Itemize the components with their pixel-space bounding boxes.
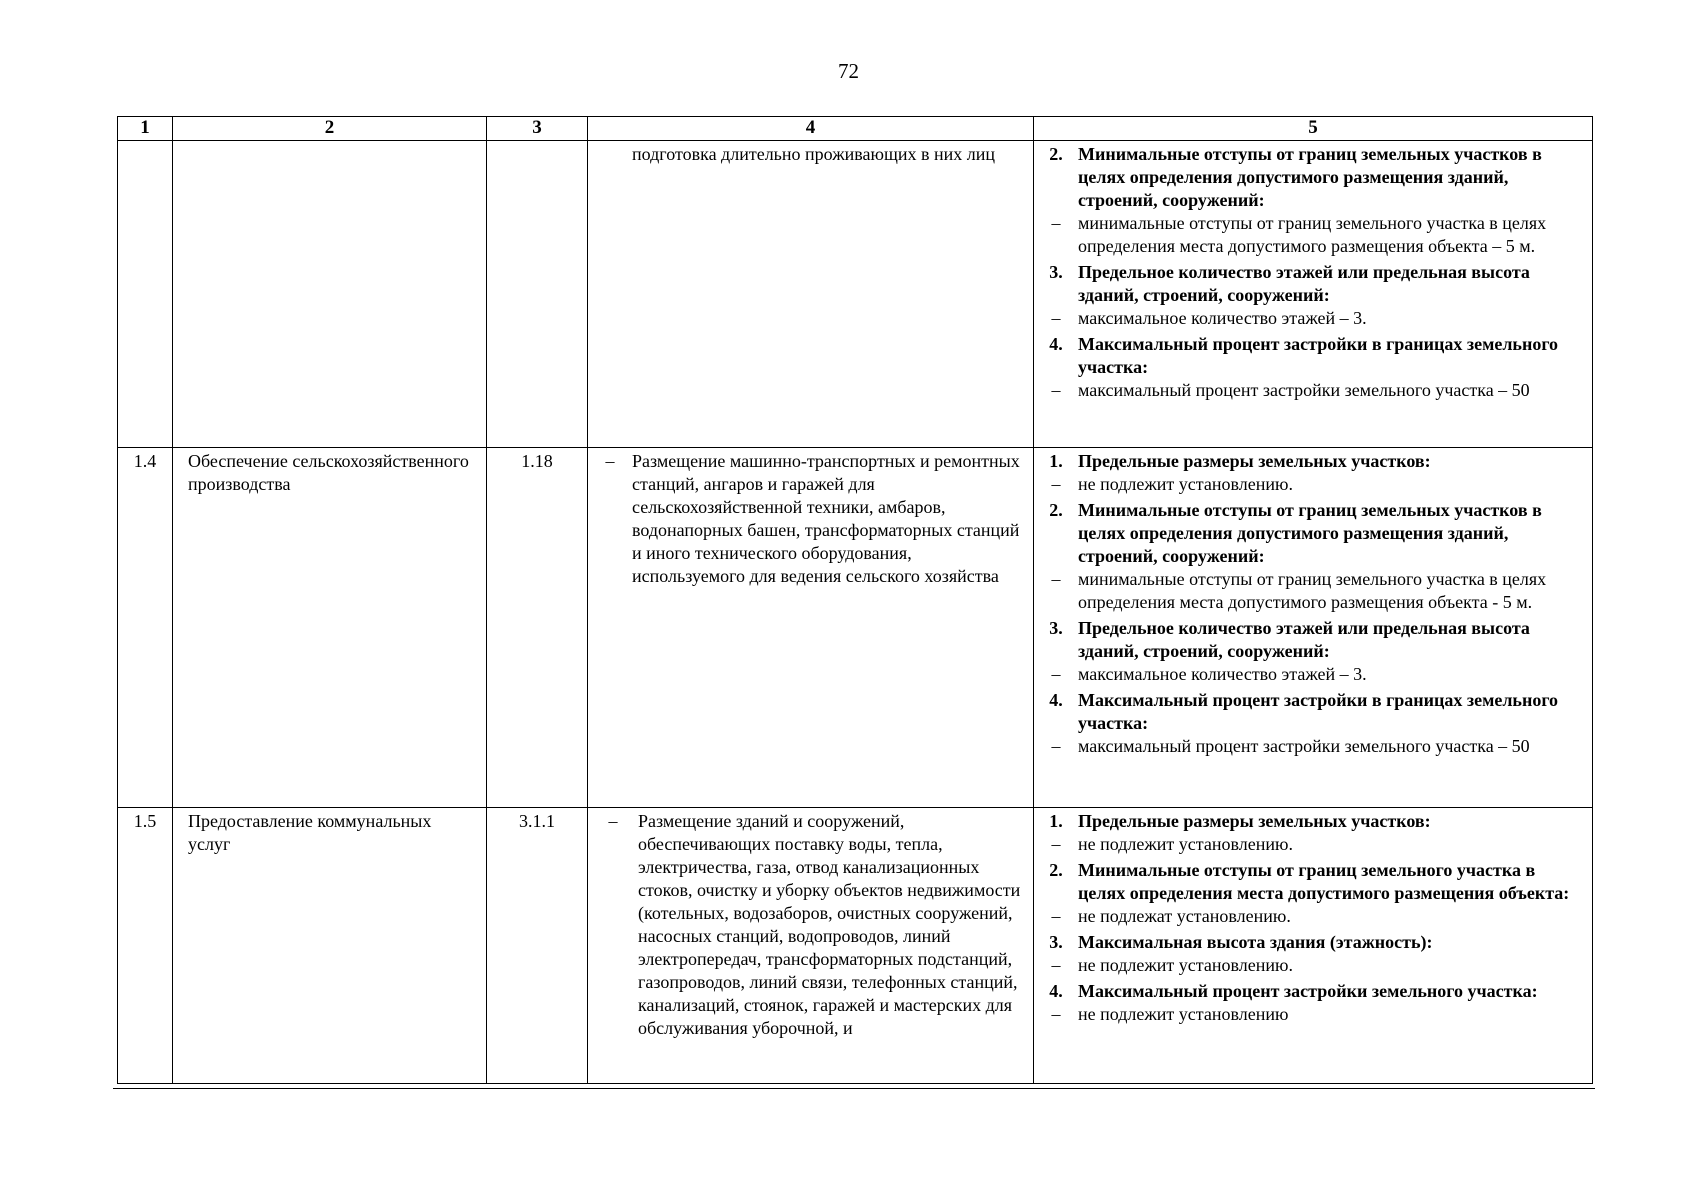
parameter-number: 2. <box>1049 860 1063 880</box>
description-line <box>588 143 1025 166</box>
parameter-value-text: максимальное количество этажей – 3. <box>1078 664 1367 684</box>
parameter-value <box>1034 663 1584 686</box>
parameter-dash: – <box>1051 569 1061 589</box>
parameter-title: Предельное количество этажей или предельная высота зданий, строений, сооружений: <box>1078 618 1530 661</box>
parameter-value-text: максимальный процент застройки земельного участка – 50 <box>1078 380 1530 400</box>
parameter-dash: – <box>1051 308 1061 328</box>
description-dash <box>588 143 632 166</box>
row-number-cell: 1.5 <box>118 808 173 1084</box>
description-text: Размещение зданий и сооружений, обеспечивающих поставку воды, тепла, электричества, газа, отвод канализационных стоков, очистку и уборку объектов недвижимости (котельных, водозаборов, очистных сооружений, насосных станций, водопроводов, линий электропередач, трансформаторных подстанций, газопроводов, линий связи, телефонных станций, канализаций, стоянок, гаражей и мастерских для обслуживания уборочной, и <box>638 811 1021 1038</box>
land-use-table <box>117 116 1593 1084</box>
parameter-value <box>1034 833 1584 856</box>
parameter-value-text: не подлежит установлению. <box>1078 834 1293 854</box>
parameter-number: 2. <box>1049 144 1063 164</box>
parameter-dash: – <box>1051 906 1061 926</box>
parameter-title: Минимальные отступы от границ земельных участков в целях определения допустимого размещения зданий, строений, сооружений: <box>1078 144 1542 210</box>
parameter-value-text: минимальные отступы от границ земельного участка в целях определения места допустимого размещения объекта – 5 м. <box>1078 213 1547 256</box>
parameter-number: 2. <box>1049 500 1063 520</box>
parameter-dash: – <box>1051 380 1061 400</box>
parameter-number: 3. <box>1049 262 1063 282</box>
parameter-number: 3. <box>1049 618 1063 638</box>
parameter-value <box>1034 905 1584 928</box>
description-text: Размещение машинно-транспортных и ремонтных станций, ангаров и гаражей для сельскохозяйственной техники, амбаров, водонапорных башен, трансформаторных станций и иного технического оборудования, используемого для ведения сельского хозяйства <box>632 451 1020 586</box>
use-name-cell: Обеспечение сельскохозяйственного производства <box>173 448 487 808</box>
parameter-value-text: не подлежит установлению <box>1078 1004 1289 1024</box>
parameter-dash: – <box>1051 664 1061 684</box>
parameter-title: Максимальная высота здания (этажность): <box>1078 932 1433 952</box>
use-description-cell <box>588 141 1034 448</box>
parameter-heading <box>1034 499 1584 568</box>
parameter-heading <box>1034 931 1584 954</box>
parameter-dash: – <box>1051 736 1061 756</box>
parameter-title: Предельные размеры земельных участков: <box>1078 811 1431 831</box>
table-bottom-rule <box>113 1088 1595 1089</box>
use-code-cell: 1.18 <box>487 448 588 808</box>
parameter-number: 1. <box>1049 451 1063 471</box>
description-dash: – <box>608 811 618 831</box>
parameter-value-text: минимальные отступы от границ земельного участка в целях определения места допустимого размещения объекта - 5 м. <box>1078 569 1547 612</box>
parameter-value <box>1034 379 1584 402</box>
parameters-cell <box>1034 808 1593 1084</box>
parameter-title: Максимальный процент застройки в границах земельного участка: <box>1078 334 1559 377</box>
use-description-cell <box>588 448 1034 808</box>
header-col-2: 2 <box>173 117 487 141</box>
header-col-3: 3 <box>487 117 588 141</box>
parameter-title: Максимальный процент застройки земельного участка: <box>1078 981 1538 1001</box>
parameter-heading <box>1034 617 1584 663</box>
parameter-number: 3. <box>1049 932 1063 952</box>
parameter-value-text: максимальный процент застройки земельного участка – 50 <box>1078 736 1530 756</box>
row-number-cell <box>118 141 173 448</box>
parameter-heading <box>1034 859 1584 905</box>
parameter-heading <box>1034 333 1584 379</box>
use-name-cell <box>173 141 487 448</box>
table-row <box>118 808 1593 1084</box>
parameter-heading <box>1034 261 1584 307</box>
use-description-cell <box>588 808 1034 1084</box>
description-line <box>588 450 1025 588</box>
row-number-cell: 1.4 <box>118 448 173 808</box>
description-text: подготовка длительно проживающих в них лиц <box>632 144 995 164</box>
parameter-dash: – <box>1051 213 1061 233</box>
parameter-dash: – <box>1051 474 1061 494</box>
table-row <box>118 448 1593 808</box>
page-number: 72 <box>838 59 859 83</box>
parameter-heading <box>1034 143 1584 212</box>
parameter-title: Предельные размеры земельных участков: <box>1078 451 1431 471</box>
parameter-title: Минимальные отступы от границ земельного участка в целях определения места допустимого размещения объекта: <box>1078 860 1570 903</box>
parameter-value <box>1034 212 1584 258</box>
header-col-1: 1 <box>118 117 173 141</box>
parameter-value <box>1034 735 1584 758</box>
use-name-cell: Предоставление коммунальных услуг <box>173 808 487 1084</box>
parameter-value <box>1034 307 1584 330</box>
parameter-value-text: не подлежит установлению. <box>1078 955 1293 975</box>
parameter-value <box>1034 1003 1584 1026</box>
parameter-value-text: не подлежит установлению. <box>1078 474 1293 494</box>
parameter-number: 1. <box>1049 811 1063 831</box>
parameter-title: Предельное количество этажей или предельная высота зданий, строений, сооружений: <box>1078 262 1530 305</box>
description-line <box>588 810 1025 1040</box>
description-dash: – <box>605 451 615 471</box>
parameter-dash: – <box>1051 955 1061 975</box>
parameter-number: 4. <box>1049 334 1063 354</box>
parameter-number: 4. <box>1049 981 1063 1001</box>
header-col-4: 4 <box>588 117 1034 141</box>
use-code-cell: 3.1.1 <box>487 808 588 1084</box>
parameter-dash: – <box>1051 834 1061 854</box>
parameters-cell <box>1034 448 1593 808</box>
parameter-value <box>1034 473 1584 496</box>
parameter-title: Максимальный процент застройки в границах земельного участка: <box>1078 690 1559 733</box>
parameter-number: 4. <box>1049 690 1063 710</box>
table-header-row <box>118 117 1593 141</box>
parameter-value <box>1034 568 1584 614</box>
parameter-dash: – <box>1051 1004 1061 1024</box>
parameters-cell <box>1034 141 1593 448</box>
use-code-cell <box>487 141 588 448</box>
parameter-value-text: не подлежат установлению. <box>1078 906 1291 926</box>
parameter-heading <box>1034 980 1584 1003</box>
parameter-value-text: максимальное количество этажей – 3. <box>1078 308 1367 328</box>
header-col-5: 5 <box>1034 117 1593 141</box>
parameter-value <box>1034 954 1584 977</box>
parameter-heading <box>1034 810 1584 833</box>
parameter-heading <box>1034 450 1584 473</box>
parameter-heading <box>1034 689 1584 735</box>
table-row <box>118 141 1593 448</box>
parameter-title: Минимальные отступы от границ земельных участков в целях определения допустимого размещения зданий, строений, сооружений: <box>1078 500 1542 566</box>
